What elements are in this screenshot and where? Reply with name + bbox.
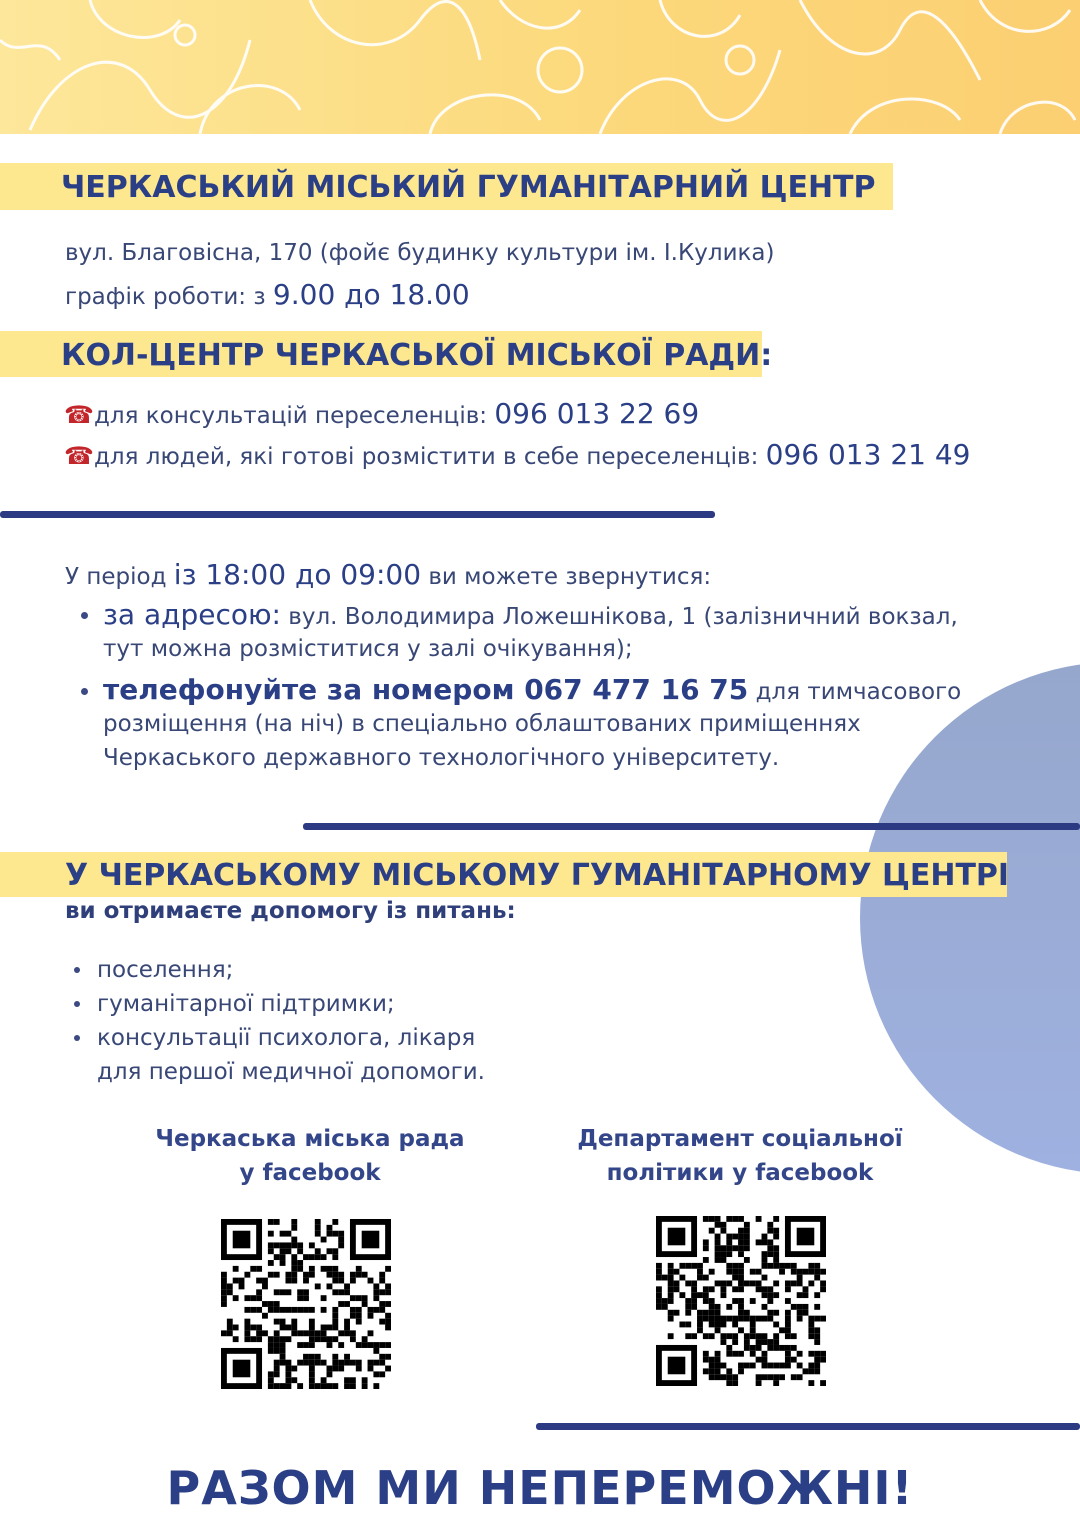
bullet	[74, 1001, 80, 1007]
qr-caption-social-dept: Департамент соціальної політики у facebook	[577, 1126, 903, 1186]
center-address: вул. Благовісна, 170 (фойє будинку культури ім. І.Кулика)	[65, 240, 775, 266]
ornament-pattern	[0, 0, 1080, 134]
center-schedule	[65, 278, 470, 311]
ornament-banner	[0, 0, 1080, 134]
call-center-title: КОЛ-ЦЕНТР ЧЕРКАСЬКОЇ МІСЬКОЇ РАДИ:	[61, 338, 773, 373]
help-item: гуманітарної підтримки;	[97, 991, 395, 1017]
bullet	[74, 967, 80, 973]
bullet	[81, 688, 88, 695]
schedule-label: графік роботи: з	[65, 284, 273, 310]
divider	[0, 511, 715, 518]
phone-number[interactable]: 096 013 21 49	[765, 438, 971, 471]
center-title: ЧЕРКАСЬКИЙ МІСЬКИЙ ГУМАНІТАРНИЙ ЦЕНТР	[61, 170, 876, 205]
qr-code-social-dept[interactable]	[656, 1216, 826, 1386]
night-address-cont: тут можна розміститися у залі очікування);	[103, 636, 633, 662]
decor-circle	[860, 662, 1080, 1174]
call-center-item: ☎для людей, які готові розмістити в себе переселенців: 096 013 21 49	[64, 438, 971, 471]
qr-caption-city-council: Черкаська міська рада у facebook	[155, 1126, 465, 1186]
bullet	[74, 1035, 80, 1041]
phone-number[interactable]: 096 013 22 69	[494, 397, 700, 430]
help-item: поселення;	[97, 957, 234, 983]
help-subtitle: ви отримаєте допомогу із питань:	[65, 898, 516, 924]
schedule-time: 9.00 до 18.00	[272, 278, 470, 311]
slogan: РАЗОМ МИ НЕПЕРЕМОЖНІ!	[166, 1461, 914, 1515]
help-item: консультації психолога, лікаря	[97, 1025, 476, 1051]
divider	[536, 1423, 1080, 1430]
telephone-icon: ☎	[64, 401, 94, 429]
night-phone-cont: розміщення (на ніч) в спеціально облаштованих приміщеннях	[103, 711, 861, 737]
help-title: У ЧЕРКАСЬКОМУ МІСЬКОМУ ГУМАНІТАРНОМУ ЦЕНТРІ	[65, 858, 1010, 893]
night-intro: У період із 18:00 до 09:00 ви можете звернутися:	[65, 558, 712, 591]
night-address: за адресою: вул. Володимира Ложешнікова, 1 (залізничний вокзал,	[103, 598, 958, 631]
night-phone-cont: Черкаського державного технологічного університету.	[103, 745, 780, 771]
telephone-icon: ☎	[64, 442, 94, 470]
night-phone: телефонуйте за номером 067 477 16 75 для тимчасового	[103, 673, 962, 706]
bullet	[81, 612, 88, 619]
qr-code-city-council[interactable]	[221, 1219, 391, 1389]
divider	[303, 823, 1080, 830]
help-item-cont: для першої медичної допомоги.	[97, 1059, 485, 1085]
call-center-item: ☎для консультацій переселенців: 096 013 22 69	[64, 397, 700, 430]
